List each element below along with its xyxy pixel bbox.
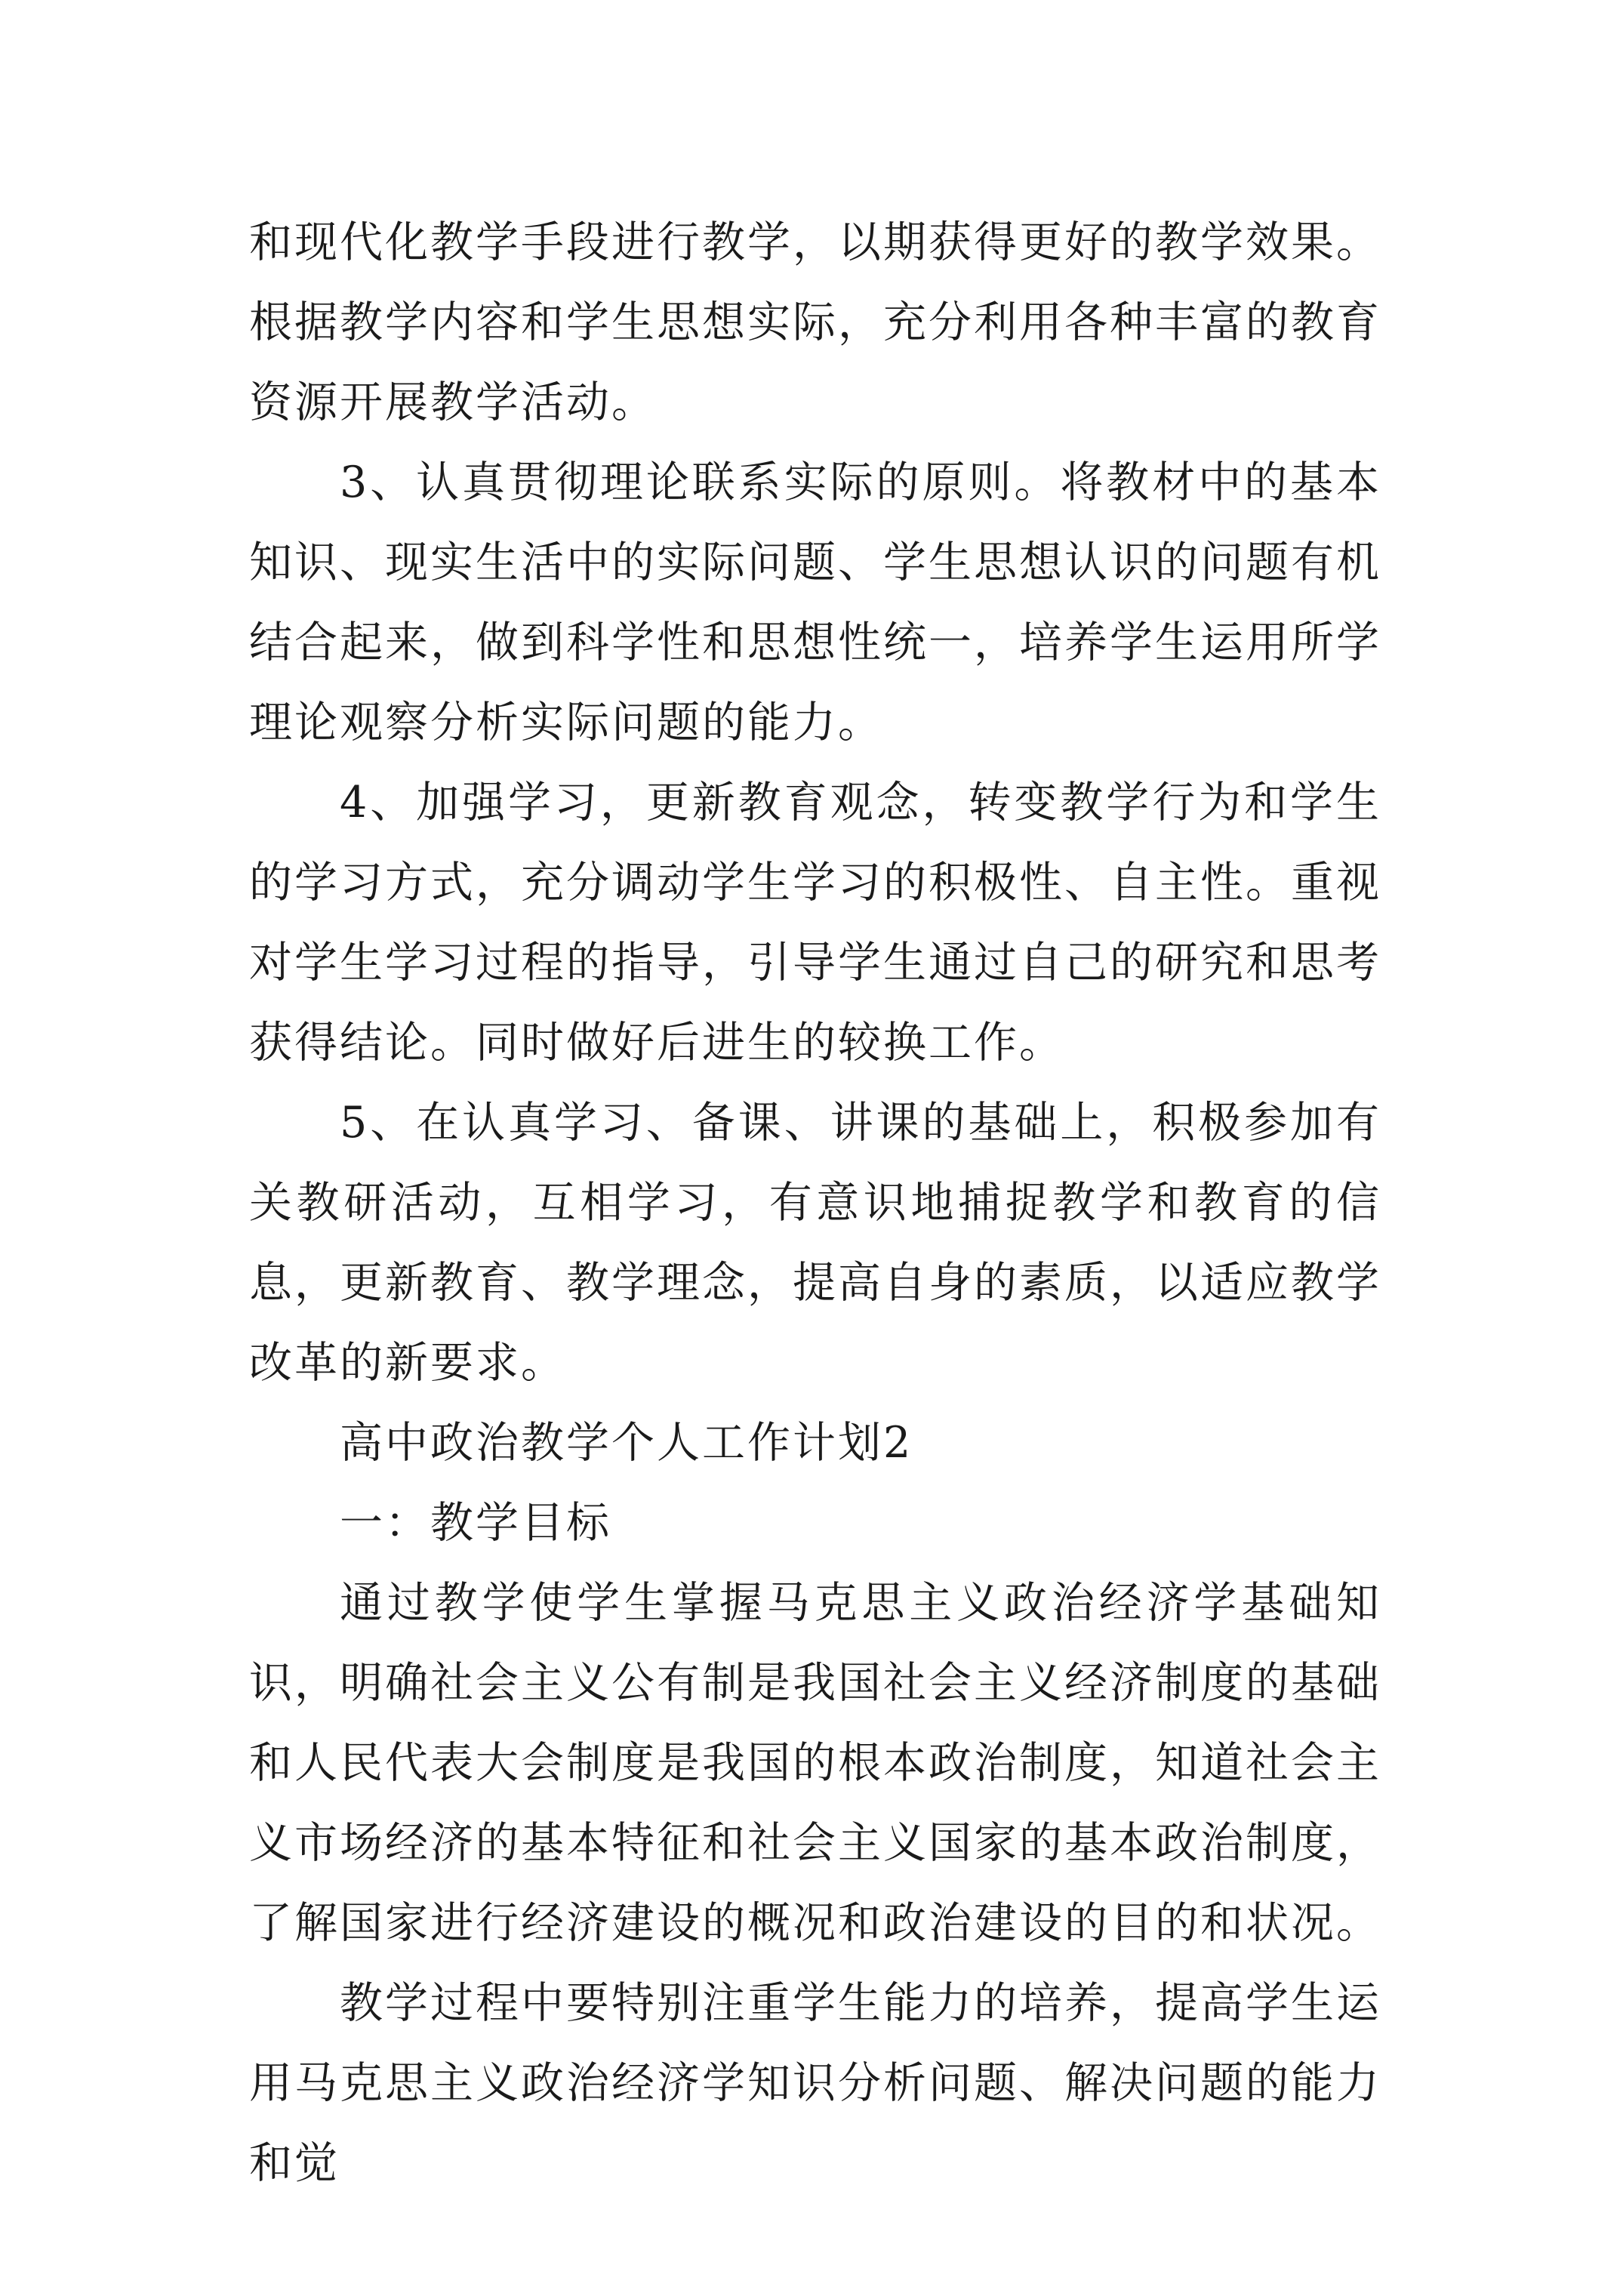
section-heading-teaching-goals: 一：教学目标 [340,1498,611,1548]
paragraph-item-5: 5、在认真学习、备课、讲课的基础上，积极参加有关教研活动，互相学习，有意识地捕捉教学和教育的信息，更新教育、教学理念，提高自身的素质，以适应教学改革的新要求。 [249,1098,1381,1388]
paragraph-ability: 教学过程中要特别注重学生能力的培养，提高学生运用马克思主义政治经济学知识分析问题、解决问题的能力和觉 [249,1978,1381,2188]
paragraph-goals: 通过教学使学生掌握马克思主义政治经济学基础知识，明确社会主义公有制是我国社会主义经济制度的基础和人民代表大会制度是我国的根本政治制度，知道社会主义市场经济的基本特征和社会主义国家的基本政治制度，了解国家进行经济建设的概况和政治建设的目的和状况。 [249,1578,1381,1948]
section-title: 高中政治教学个人工作计划2 [340,1418,913,1468]
paragraph-item-4: 4、加强学习，更新教育观念，转变教学行为和学生的学习方式，充分调动学生学习的积极性、自主性。重视对学生学习过程的指导，引导学生通过自己的研究和思考获得结论。同时做好后进生的较换工作。 [249,778,1381,1068]
paragraph-continuation: 和现代化教学手段进行教学，以期获得更好的教学效果。根据教学内容和学生思想实际，充分利用各种丰富的教育资源开展教学活动。 [249,217,1381,427]
paragraph-item-3: 3、认真贯彻理论联系实际的原则。将教材中的基本知识、现实生活中的实际问题、学生思想认识的问题有机结合起来，做到科学性和思想性统一，培养学生运用所学理论观察分析实际问题的能力。 [249,458,1381,747]
document-body [249,202,1381,2203]
